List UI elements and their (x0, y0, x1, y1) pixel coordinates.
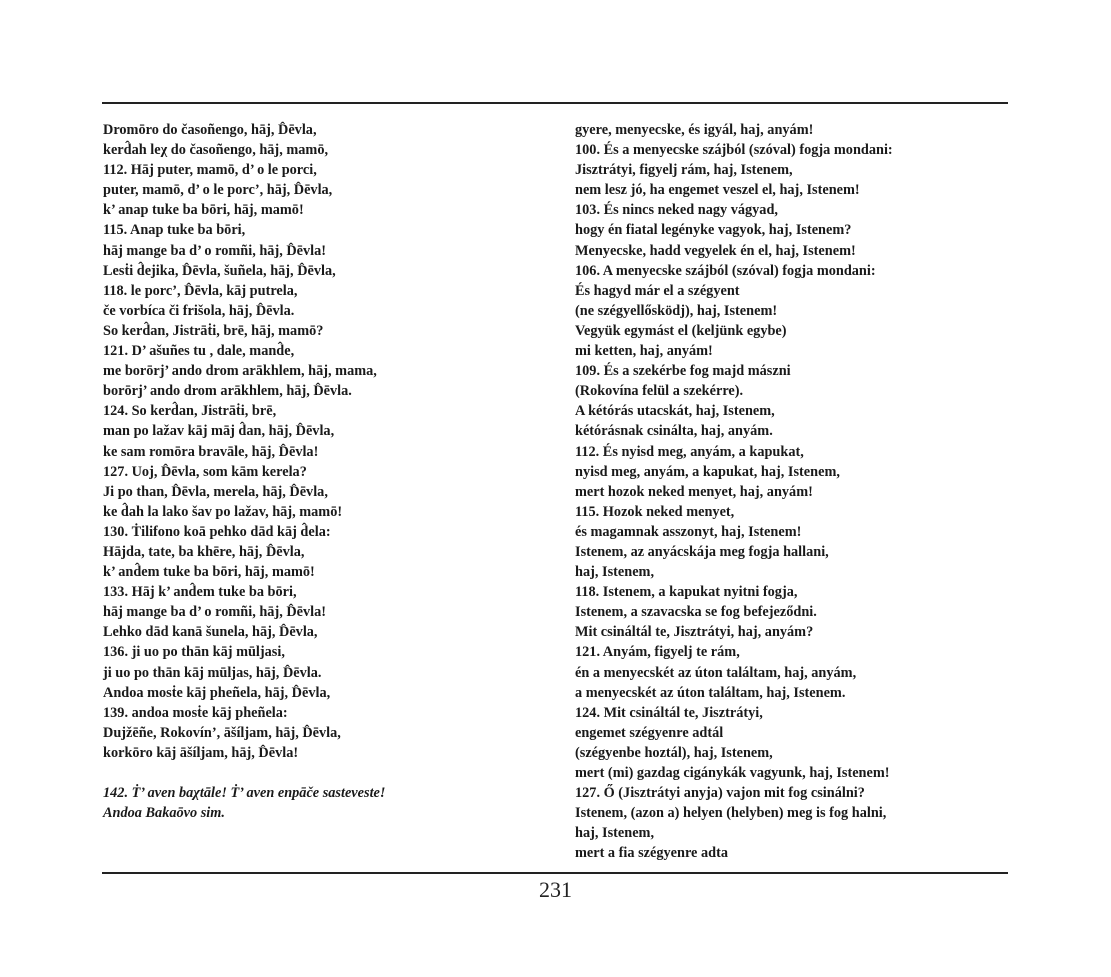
romani-text-column (103, 120, 548, 823)
translation-line: Vegyük egymást el (keljünk egybe) (575, 322, 787, 339)
translation-line: 103. És nincs neked nagy vágyad, (575, 202, 778, 219)
verse-line: 121. D’ ašuñes tu , dale, mand̂e, (103, 343, 295, 360)
translation-line: A kétórás utacskát, haj, Istenem, (575, 403, 775, 420)
translation-line: kétórásnak csinálta, haj, anyám. (575, 423, 773, 440)
translation-line: mi ketten, haj, anyám! (575, 343, 713, 360)
translation-line: 112. És nyisd meg, anyám, a kapukat, (575, 443, 804, 460)
translation-line: És hagyd már el a szégyent (575, 282, 740, 299)
verse-line: Ji po than, D̂ēvla, merela, hāj, D̂ēvla, (103, 483, 328, 500)
translation-line: (Rokovína felül a szekérre). (575, 383, 744, 400)
translation-line: 124. Mit csináltál te, Jisztrátyi, (575, 704, 763, 721)
translation-line: 118. Istenem, a kapukat nyitni fogja, (575, 584, 798, 601)
translation-line: Menyecske, hadd vegyelek én el, haj, Istenem! (575, 242, 856, 259)
verse-line: ke sam romōra bravāle, hāj, D̂ēvla! (103, 443, 319, 460)
translation-line: hogy én fiatal legényke vagyok, haj, Istenem? (575, 222, 852, 239)
closing-line: 142. Ṫ’ aven baχtāle! Ṫ’ aven enpāče sasteveste! (103, 785, 386, 802)
verse-line: 118. le porc’, D̂ēvla, kāj putrela, (103, 282, 298, 299)
verse-line: me borōrj’ ando drom arākhlem, hāj, mama, (103, 363, 377, 380)
translation-line: a menyecskét az úton találtam, haj, Istenem. (575, 684, 846, 701)
verse-line: k’ and̂em tuke ba bōri, hāj, mamō! (103, 564, 315, 581)
verse-line: puter, mamō, d’ o le porc’, hāj, D̂ēvla, (103, 182, 333, 199)
translation-line: nyisd meg, anyám, a kapukat, haj, Istenem, (575, 463, 840, 480)
verse-line: 133. Hāj k’ and̂em tuke ba bōri, (103, 584, 297, 601)
translation-line: haj, Istenem, (575, 825, 655, 842)
translation-line: és magamnak asszonyt, haj, Istenem! (575, 523, 802, 540)
verse-line: 139. andoa mosṫe kāj pheñela: (103, 704, 288, 721)
translation-line: (ne szégyellősködj), haj, Istenem! (575, 302, 778, 319)
translation-line: Istenem, a szavacska se fog befejeződni. (575, 604, 817, 621)
translation-line: 100. És a menyecske szájból (szóval) fogja mondani: (575, 142, 893, 159)
verse-line: borōrj’ ando drom arākhlem, hāj, D̂ēvla. (103, 383, 352, 400)
verse-line: kerd̂ah leχ do časoñengo, hāj, mamō, (103, 142, 329, 159)
verse-line: Dujžēñe, Rokovín’, āšíljam, hāj, D̂ēvla, (103, 724, 341, 741)
translation-line: 109. És a szekérbe fog majd mászni (575, 363, 791, 380)
verse-line: ke d̂ah la lako šav po lažav, hāj, mamō! (103, 503, 343, 520)
verse-line: Andoa mosṫe kāj pheñela, hāj, D̂ēvla, (103, 684, 331, 701)
page-number: 231 (539, 877, 572, 902)
verse-line: Dromōro do časoñengo, hāj, D̂ēvla, (103, 122, 317, 138)
translation-line: engemet szégyenre adtál (575, 724, 724, 741)
translation-line: mert a fia szégyenre adta (575, 845, 728, 862)
translation-line: 115. Hozok neked menyet, (575, 503, 735, 520)
verse-line: 136. ji uo po thān kāj mūljasi, (103, 644, 285, 661)
translation-line: mert (mi) gazdag cigánykák vagyunk, haj, Istenem! (575, 765, 890, 781)
verse-line: hāj mange ba d’ o romñi, hāj, D̂ēvla! (103, 604, 327, 621)
verse-line: hāj mange ba d’ o romñi, hāj, D̂ēvla! (103, 242, 327, 259)
verse-line: man po lažav kāj māj d̂an, hāj, D̂ēvla, (103, 423, 335, 440)
verse-line: če vorbíca či frišola, hāj, D̂ēvla. (103, 302, 295, 319)
verse-line: So kerd̂an, Jistrāṫi, brē, hāj, mamō? (103, 322, 324, 339)
verse-line: Lehko dād kanā šunela, hāj, D̂ēvla, (103, 624, 318, 641)
translation-line: mert hozok neked menyet, haj, anyám! (575, 483, 813, 500)
verse-line: 124. So kerd̂an, Jistrāṫi, brē, (103, 403, 277, 420)
verse-line: ji uo po thān kāj mūljas, hāj, D̂ēvla. (103, 664, 322, 681)
verse-line: 112. Hāj puter, mamō, d’ o le porci, (103, 162, 317, 179)
closing-line: Andoa Bakaōvo sim. (103, 805, 225, 822)
stanza-gap (103, 763, 548, 783)
verse-line: Hājda, tate, ba khēre, hāj, D̂ēvla, (103, 543, 305, 560)
hungarian-translation-column (575, 120, 1005, 863)
verse-line: korkōro kāj āšíljam, hāj, D̂ēvla! (103, 744, 299, 761)
verse-line: Lesṫi d̂ejika, D̂ēvla, šuñela, hāj, D̂ēvla, (103, 262, 336, 279)
translation-line: gyere, menyecske, és igyál, haj, anyám! (575, 122, 814, 138)
translation-line: (szégyenbe hoztál), haj, Istenem, (575, 744, 773, 761)
verse-line: k’ anap tuke ba bōri, hāj, mamō! (103, 202, 304, 219)
translation-line: 106. A menyecske szájból (szóval) fogja mondani: (575, 262, 876, 279)
translation-line: 127. Ő (Jisztrátyi anyja) vajon mit fog csinálni? (575, 785, 865, 802)
translation-line: én a menyecskét az úton találtam, haj, anyám, (575, 664, 857, 681)
verse-line: 130. Ṫilifono koā pehko dād kāj d̂ela: (103, 523, 331, 540)
translation-line: Jisztrátyi, figyelj rám, haj, Istenem, (575, 162, 793, 179)
bottom-rule (102, 872, 1008, 874)
verse-line: 127. Uoj, D̂ēvla, som kām kerela? (103, 463, 307, 480)
translation-line: nem lesz jó, ha engemet veszel el, haj, Istenem! (575, 182, 860, 199)
translation-line: Istenem, (azon a) helyen (helyben) meg is fog halni, (575, 805, 887, 822)
translation-line: 121. Anyám, figyelj te rám, (575, 644, 740, 661)
translation-line: haj, Istenem, (575, 564, 655, 581)
top-rule (102, 102, 1008, 104)
verse-line: 115. Anap tuke ba bōri, (103, 222, 246, 239)
translation-line: Mit csináltál te, Jisztrátyi, haj, anyám? (575, 624, 814, 641)
translation-line: Istenem, az anyácskája meg fogja hallani, (575, 543, 829, 560)
